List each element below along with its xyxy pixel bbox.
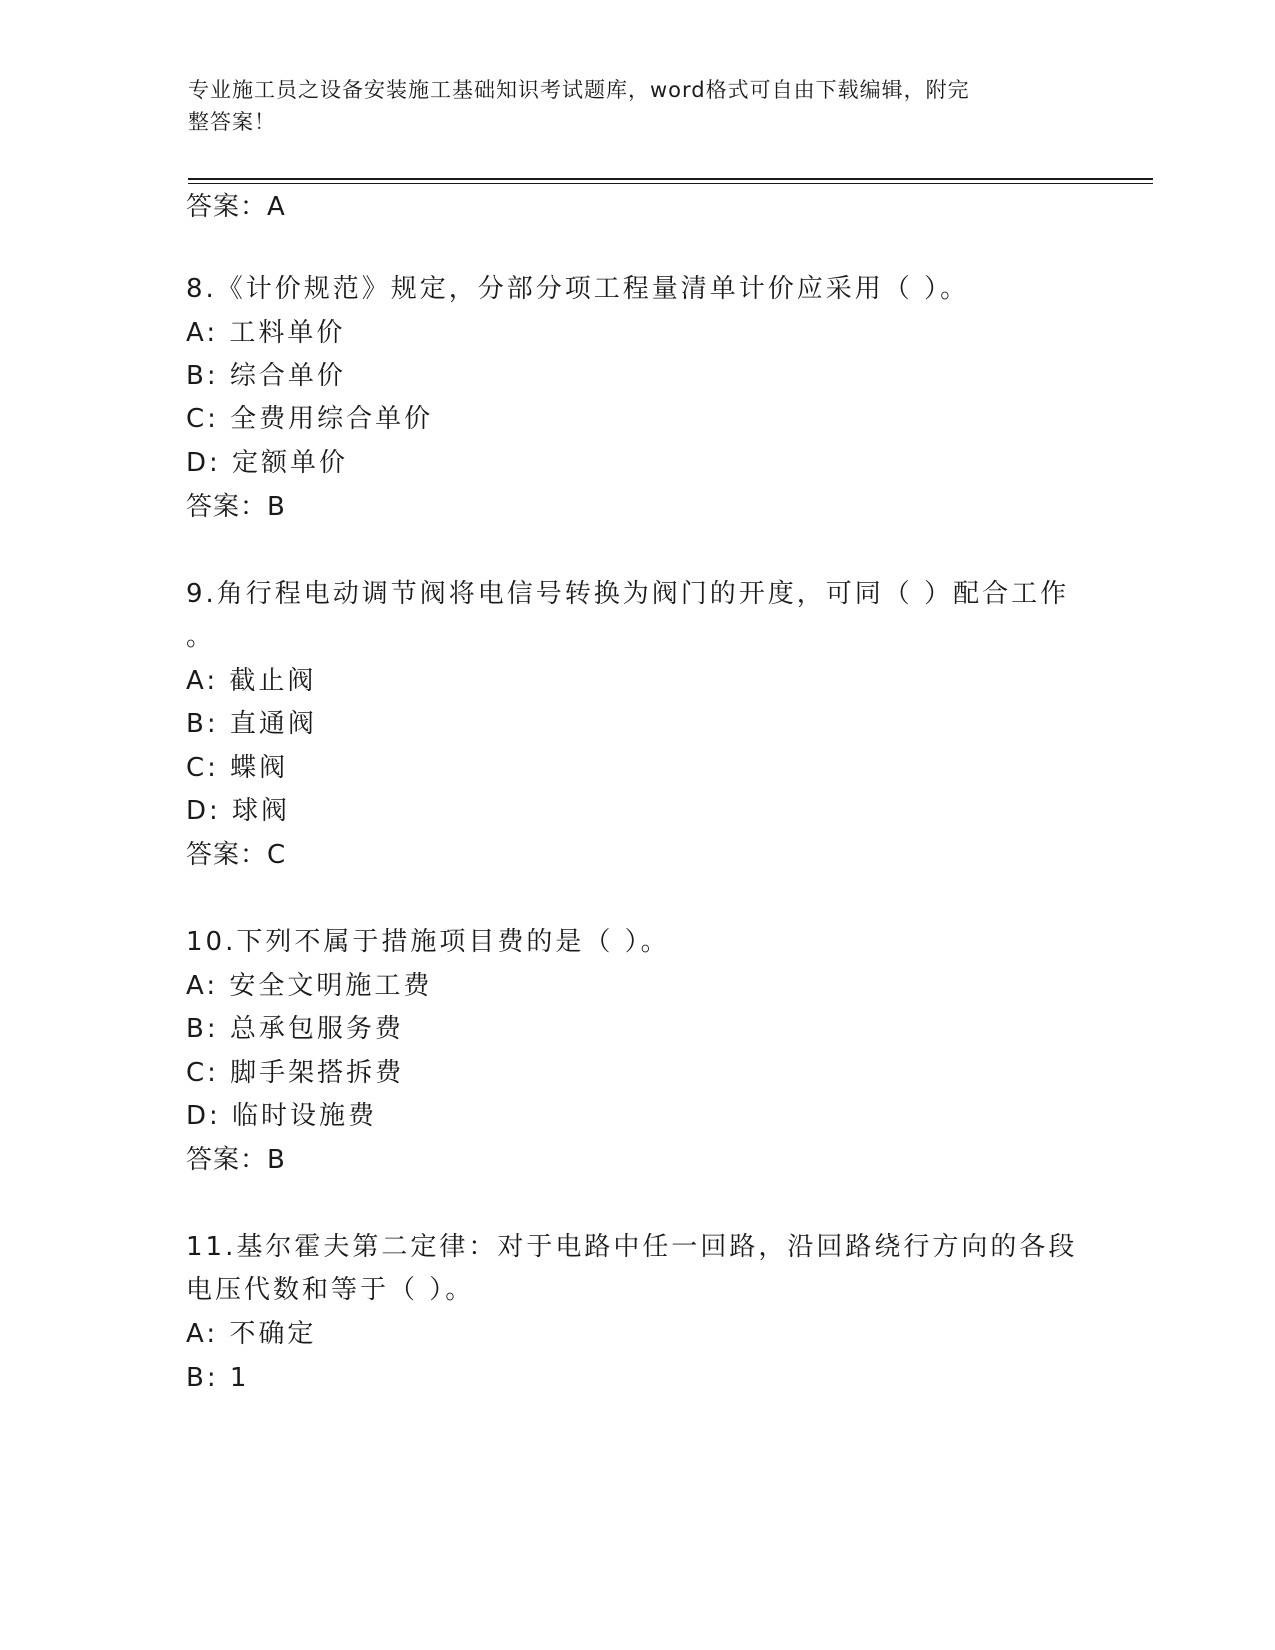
header-divider-thick xyxy=(188,178,1153,180)
question-8-option-b: B: 综合单价 xyxy=(186,361,346,391)
header-divider-thin xyxy=(188,183,1153,184)
header-title-line-1: 专业施工员之设备安装施工基础知识考试题库，word格式可自由下载编辑，附完 xyxy=(188,78,970,102)
header-title-line-2: 整答案！ xyxy=(188,110,276,134)
question-10-option-b: B: 总承包服务费 xyxy=(186,1014,404,1044)
question-10-option-c: C: 脚手架搭拆费 xyxy=(186,1058,405,1088)
question-8-answer: 答案：B xyxy=(186,492,286,522)
question-9-option-d: D: 球阀 xyxy=(186,796,291,826)
question-11-option-b: B: 1 xyxy=(186,1363,250,1393)
question-9-text: 9.角行程电动调节阀将电信号转换为阀门的开度，可同（ ）配合工作 xyxy=(186,579,1070,609)
question-9-text-continued: 。 xyxy=(186,622,216,652)
question-8-option-c: C: 全费用综合单价 xyxy=(186,404,434,434)
document-header xyxy=(188,74,1068,138)
question-11-text-continued: 电压代数和等于（ ）。 xyxy=(186,1275,475,1305)
question-10-text: 10.下列不属于措施项目费的是（ ）。 xyxy=(186,927,670,957)
question-9-option-b: B: 直通阀 xyxy=(186,709,317,739)
question-8-text: 8.《计价规范》规定，分部分项工程量清单计价应采用（ ）。 xyxy=(186,274,970,304)
question-9-option-c: C: 蝶阀 xyxy=(186,753,289,783)
question-10-answer: 答案：B xyxy=(186,1145,286,1175)
question-9-answer: 答案：C xyxy=(186,840,287,870)
question-8-option-a: A: 工料单价 xyxy=(186,318,346,348)
question-8-option-d: D: 定额单价 xyxy=(186,448,349,478)
question-11-text: 11.基尔霍夫第二定律：对于电路中任一回路，沿回路绕行方向的各段 xyxy=(186,1232,1078,1262)
question-11-option-a: A: 不确定 xyxy=(186,1319,317,1349)
question-9-option-a: A: 截止阀 xyxy=(186,666,317,696)
question-10-option-d: D: 临时设施费 xyxy=(186,1101,378,1131)
question-10-option-a: A: 安全文明施工费 xyxy=(186,971,433,1001)
previous-answer: 答案：A xyxy=(186,192,286,222)
